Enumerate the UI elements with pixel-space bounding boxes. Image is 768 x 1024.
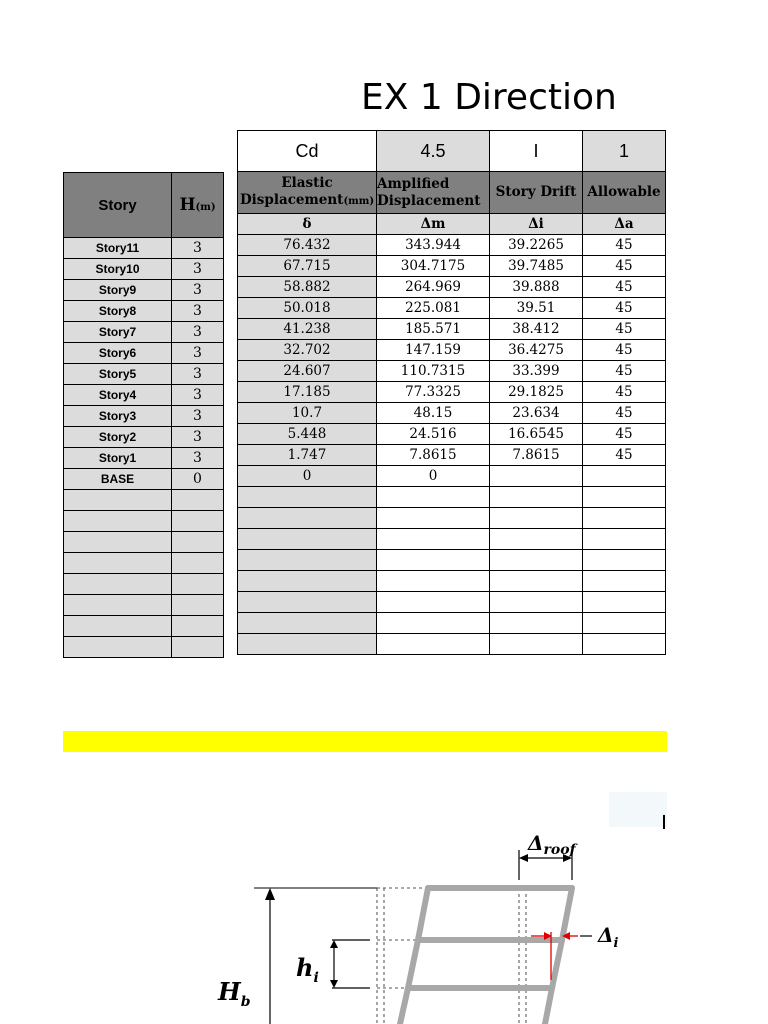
allowable-drift-cell: 45 bbox=[583, 298, 666, 319]
story-height-cell bbox=[172, 574, 224, 595]
story-height-cell: 3 bbox=[172, 301, 224, 322]
displacement-row bbox=[238, 319, 666, 340]
story-drift-cell: 39.888 bbox=[490, 277, 583, 298]
story-drift-cell: 39.7485 bbox=[490, 256, 583, 277]
story-height-cell: 0 bbox=[172, 469, 224, 490]
displacement-row bbox=[238, 298, 666, 319]
elastic-displacement-cell: 1.747 bbox=[238, 445, 377, 466]
amplified-displacement-cell: 110.7315 bbox=[377, 361, 490, 382]
story-row bbox=[64, 280, 224, 301]
elastic-displacement-cell bbox=[238, 571, 377, 592]
page-title: EX 1 Direction bbox=[361, 77, 617, 118]
allowable-drift-cell bbox=[583, 487, 666, 508]
story-drift-cell bbox=[490, 634, 583, 655]
displacement-row bbox=[238, 256, 666, 277]
amplified-displacement-cell bbox=[377, 529, 490, 550]
allowable-drift-cell bbox=[583, 529, 666, 550]
story-name-cell: Story2 bbox=[64, 427, 172, 448]
displacement-row bbox=[238, 466, 666, 487]
displacement-row bbox=[238, 382, 666, 403]
amplified-displacement-cell: 147.159 bbox=[377, 340, 490, 361]
story-height-cell: 3 bbox=[172, 364, 224, 385]
displacement-row bbox=[238, 550, 666, 571]
story-drift-cell bbox=[490, 613, 583, 634]
allowable-drift-cell: 45 bbox=[583, 277, 666, 298]
story-row bbox=[64, 322, 224, 343]
h-i-label: $h_i$ bbox=[296, 953, 319, 986]
story-drift-cell bbox=[490, 508, 583, 529]
story-name-cell bbox=[64, 511, 172, 532]
amplified-displacement-cell: 264.969 bbox=[377, 277, 490, 298]
story-height-cell: 3 bbox=[172, 238, 224, 259]
story-drift-cell bbox=[490, 529, 583, 550]
story-drift-cell: 23.634 bbox=[490, 403, 583, 424]
elastic-displacement-cell: 5.448 bbox=[238, 424, 377, 445]
story-height-cell bbox=[172, 616, 224, 637]
story-row bbox=[64, 448, 224, 469]
elastic-displacement-cell: 67.715 bbox=[238, 256, 377, 277]
displacement-row bbox=[238, 487, 666, 508]
story-row bbox=[64, 553, 224, 574]
displacement-row bbox=[238, 403, 666, 424]
elastic-displacement-cell bbox=[238, 529, 377, 550]
story-row bbox=[64, 469, 224, 490]
displacement-row bbox=[238, 592, 666, 613]
allowable-drift-cell: 45 bbox=[583, 235, 666, 256]
amplified-displacement-cell bbox=[377, 508, 490, 529]
elastic-displacement-cell bbox=[238, 613, 377, 634]
allowable-drift-cell bbox=[583, 466, 666, 487]
displacement-row bbox=[238, 529, 666, 550]
elastic-displacement-header: Elastic Displacement(mm) bbox=[238, 172, 377, 214]
allowable-drift-cell bbox=[583, 613, 666, 634]
amplified-displacement-cell: 77.3325 bbox=[377, 382, 490, 403]
story-name-cell: Story1 bbox=[64, 448, 172, 469]
story-name-cell bbox=[64, 595, 172, 616]
story-row bbox=[64, 490, 224, 511]
story-drift-cell bbox=[490, 571, 583, 592]
allowable-drift-cell: 45 bbox=[583, 424, 666, 445]
displacement-row bbox=[238, 613, 666, 634]
amplified-symbol: Δm bbox=[377, 214, 490, 235]
elastic-displacement-cell bbox=[238, 487, 377, 508]
hb-arrow-head bbox=[265, 888, 275, 900]
elastic-displacement-cell: 50.018 bbox=[238, 298, 377, 319]
story-name-cell: Story9 bbox=[64, 280, 172, 301]
story-drift-cell: 29.1825 bbox=[490, 382, 583, 403]
amplified-displacement-cell: 0 bbox=[377, 466, 490, 487]
elastic-displacement-cell bbox=[238, 508, 377, 529]
elastic-displacement-cell: 32.702 bbox=[238, 340, 377, 361]
displacement-row bbox=[238, 424, 666, 445]
story-drift-cell: 38.412 bbox=[490, 319, 583, 340]
story-name-cell bbox=[64, 553, 172, 574]
elastic-displacement-cell: 10.7 bbox=[238, 403, 377, 424]
story-drift-cell: 7.8615 bbox=[490, 445, 583, 466]
story-name-cell bbox=[64, 637, 172, 658]
story-name-cell: Story5 bbox=[64, 364, 172, 385]
story-drift-cell: 39.51 bbox=[490, 298, 583, 319]
story-row bbox=[64, 511, 224, 532]
story-name-cell: Story6 bbox=[64, 343, 172, 364]
story-drift-cell bbox=[490, 487, 583, 508]
cd-label: Cd bbox=[238, 131, 377, 172]
elastic-displacement-cell: 0 bbox=[238, 466, 377, 487]
story-height-cell: 3 bbox=[172, 427, 224, 448]
amplified-displacement-cell bbox=[377, 487, 490, 508]
story-name-cell bbox=[64, 616, 172, 637]
story-row bbox=[64, 427, 224, 448]
amplified-displacement-cell: 225.081 bbox=[377, 298, 490, 319]
i-value: 1 bbox=[583, 131, 666, 172]
story-height-cell: 3 bbox=[172, 406, 224, 427]
story-row bbox=[64, 343, 224, 364]
allowable-drift-cell: 45 bbox=[583, 445, 666, 466]
elastic-displacement-cell bbox=[238, 634, 377, 655]
amplified-displacement-cell: 304.7175 bbox=[377, 256, 490, 277]
story-row bbox=[64, 301, 224, 322]
allowable-drift-cell bbox=[583, 592, 666, 613]
cd-value: 4.5 bbox=[377, 131, 490, 172]
left-header-row bbox=[64, 173, 224, 238]
story-drift-diagram bbox=[210, 830, 670, 1024]
story-column-header: Story bbox=[64, 173, 172, 238]
amplified-displacement-cell bbox=[377, 550, 490, 571]
amplified-displacement-cell bbox=[377, 571, 490, 592]
elastic-displacement-cell: 17.185 bbox=[238, 382, 377, 403]
amplified-displacement-cell: 185.571 bbox=[377, 319, 490, 340]
story-row bbox=[64, 385, 224, 406]
story-name-cell: Story10 bbox=[64, 259, 172, 280]
elastic-displacement-cell: 58.882 bbox=[238, 277, 377, 298]
story-row bbox=[64, 637, 224, 658]
elastic-displacement-cell bbox=[238, 592, 377, 613]
story-row bbox=[64, 574, 224, 595]
displacement-row bbox=[238, 235, 666, 256]
delta-roof-label: $\Delta_{roof}$ bbox=[528, 831, 576, 858]
story-name-cell: Story3 bbox=[64, 406, 172, 427]
allowable-drift-cell: 45 bbox=[583, 382, 666, 403]
displacement-row bbox=[238, 634, 666, 655]
displacement-row bbox=[238, 508, 666, 529]
story-name-cell: Story8 bbox=[64, 301, 172, 322]
story-row bbox=[64, 364, 224, 385]
displacement-row bbox=[238, 571, 666, 592]
allowable-header: Allowable bbox=[583, 172, 666, 214]
height-column-header: H(m) bbox=[172, 173, 224, 238]
story-drift-cell: 33.399 bbox=[490, 361, 583, 382]
h-b-label: $H_b$ bbox=[218, 977, 251, 1010]
allowable-drift-cell: 45 bbox=[583, 340, 666, 361]
amplified-displacement-header: Amplified Displacement bbox=[377, 172, 490, 214]
drift-symbol: Δi bbox=[490, 214, 583, 235]
story-name-cell bbox=[64, 532, 172, 553]
story-row bbox=[64, 532, 224, 553]
story-height-cell bbox=[172, 595, 224, 616]
allowable-symbol: Δa bbox=[583, 214, 666, 235]
story-drift-header: Story Drift bbox=[490, 172, 583, 214]
story-row bbox=[64, 616, 224, 637]
story-drift-cell bbox=[490, 592, 583, 613]
amplified-displacement-cell bbox=[377, 613, 490, 634]
allowable-drift-cell: 45 bbox=[583, 256, 666, 277]
story-name-cell bbox=[64, 490, 172, 511]
delta-i-label: $\Delta_i$ bbox=[598, 923, 619, 951]
pale-cell bbox=[609, 792, 667, 827]
allowable-drift-cell bbox=[583, 634, 666, 655]
story-height-cell bbox=[172, 637, 224, 658]
right-header-row bbox=[238, 172, 666, 214]
displacement-row bbox=[238, 277, 666, 298]
displacement-row bbox=[238, 340, 666, 361]
story-drift-cell bbox=[490, 466, 583, 487]
story-row bbox=[64, 238, 224, 259]
allowable-drift-cell bbox=[583, 508, 666, 529]
elastic-symbol: δ bbox=[238, 214, 377, 235]
allowable-drift-cell: 45 bbox=[583, 403, 666, 424]
story-name-cell: Story4 bbox=[64, 385, 172, 406]
story-name-cell bbox=[64, 574, 172, 595]
deformed-right-column bbox=[545, 888, 572, 1024]
story-height-cell: 3 bbox=[172, 343, 224, 364]
story-height-cell bbox=[172, 532, 224, 553]
story-row bbox=[64, 406, 224, 427]
deformed-left-column bbox=[400, 888, 428, 1024]
amplified-displacement-cell: 24.516 bbox=[377, 424, 490, 445]
amplified-displacement-cell bbox=[377, 634, 490, 655]
displacement-row bbox=[238, 445, 666, 466]
elastic-displacement-cell: 76.432 bbox=[238, 235, 377, 256]
story-height-cell: 3 bbox=[172, 280, 224, 301]
story-drift-cell: 39.2265 bbox=[490, 235, 583, 256]
story-row bbox=[64, 259, 224, 280]
elastic-displacement-cell bbox=[238, 550, 377, 571]
cell-edge-mark bbox=[663, 815, 665, 829]
highlight-bar bbox=[63, 731, 667, 752]
symbol-row bbox=[238, 214, 666, 235]
allowable-drift-cell bbox=[583, 571, 666, 592]
story-height-cell: 3 bbox=[172, 259, 224, 280]
i-label: I bbox=[490, 131, 583, 172]
story-height-cell bbox=[172, 511, 224, 532]
allowable-drift-cell bbox=[583, 550, 666, 571]
amplified-displacement-cell: 48.15 bbox=[377, 403, 490, 424]
story-height-cell: 3 bbox=[172, 322, 224, 343]
displacement-table bbox=[237, 130, 666, 655]
story-name-cell: Story7 bbox=[64, 322, 172, 343]
story-name-cell: Story11 bbox=[64, 238, 172, 259]
story-drift-cell: 16.6545 bbox=[490, 424, 583, 445]
story-height-cell: 3 bbox=[172, 385, 224, 406]
story-row bbox=[64, 595, 224, 616]
story-drift-cell: 36.4275 bbox=[490, 340, 583, 361]
elastic-displacement-cell: 24.607 bbox=[238, 361, 377, 382]
elastic-displacement-cell: 41.238 bbox=[238, 319, 377, 340]
parameter-row bbox=[238, 131, 666, 172]
amplified-displacement-cell: 343.944 bbox=[377, 235, 490, 256]
story-name-cell: BASE bbox=[64, 469, 172, 490]
displacement-row bbox=[238, 361, 666, 382]
amplified-displacement-cell bbox=[377, 592, 490, 613]
allowable-drift-cell: 45 bbox=[583, 319, 666, 340]
story-height-table bbox=[63, 172, 224, 658]
story-height-cell bbox=[172, 553, 224, 574]
allowable-drift-cell: 45 bbox=[583, 361, 666, 382]
story-height-cell: 3 bbox=[172, 448, 224, 469]
story-height-cell bbox=[172, 490, 224, 511]
story-drift-cell bbox=[490, 550, 583, 571]
amplified-displacement-cell: 7.8615 bbox=[377, 445, 490, 466]
